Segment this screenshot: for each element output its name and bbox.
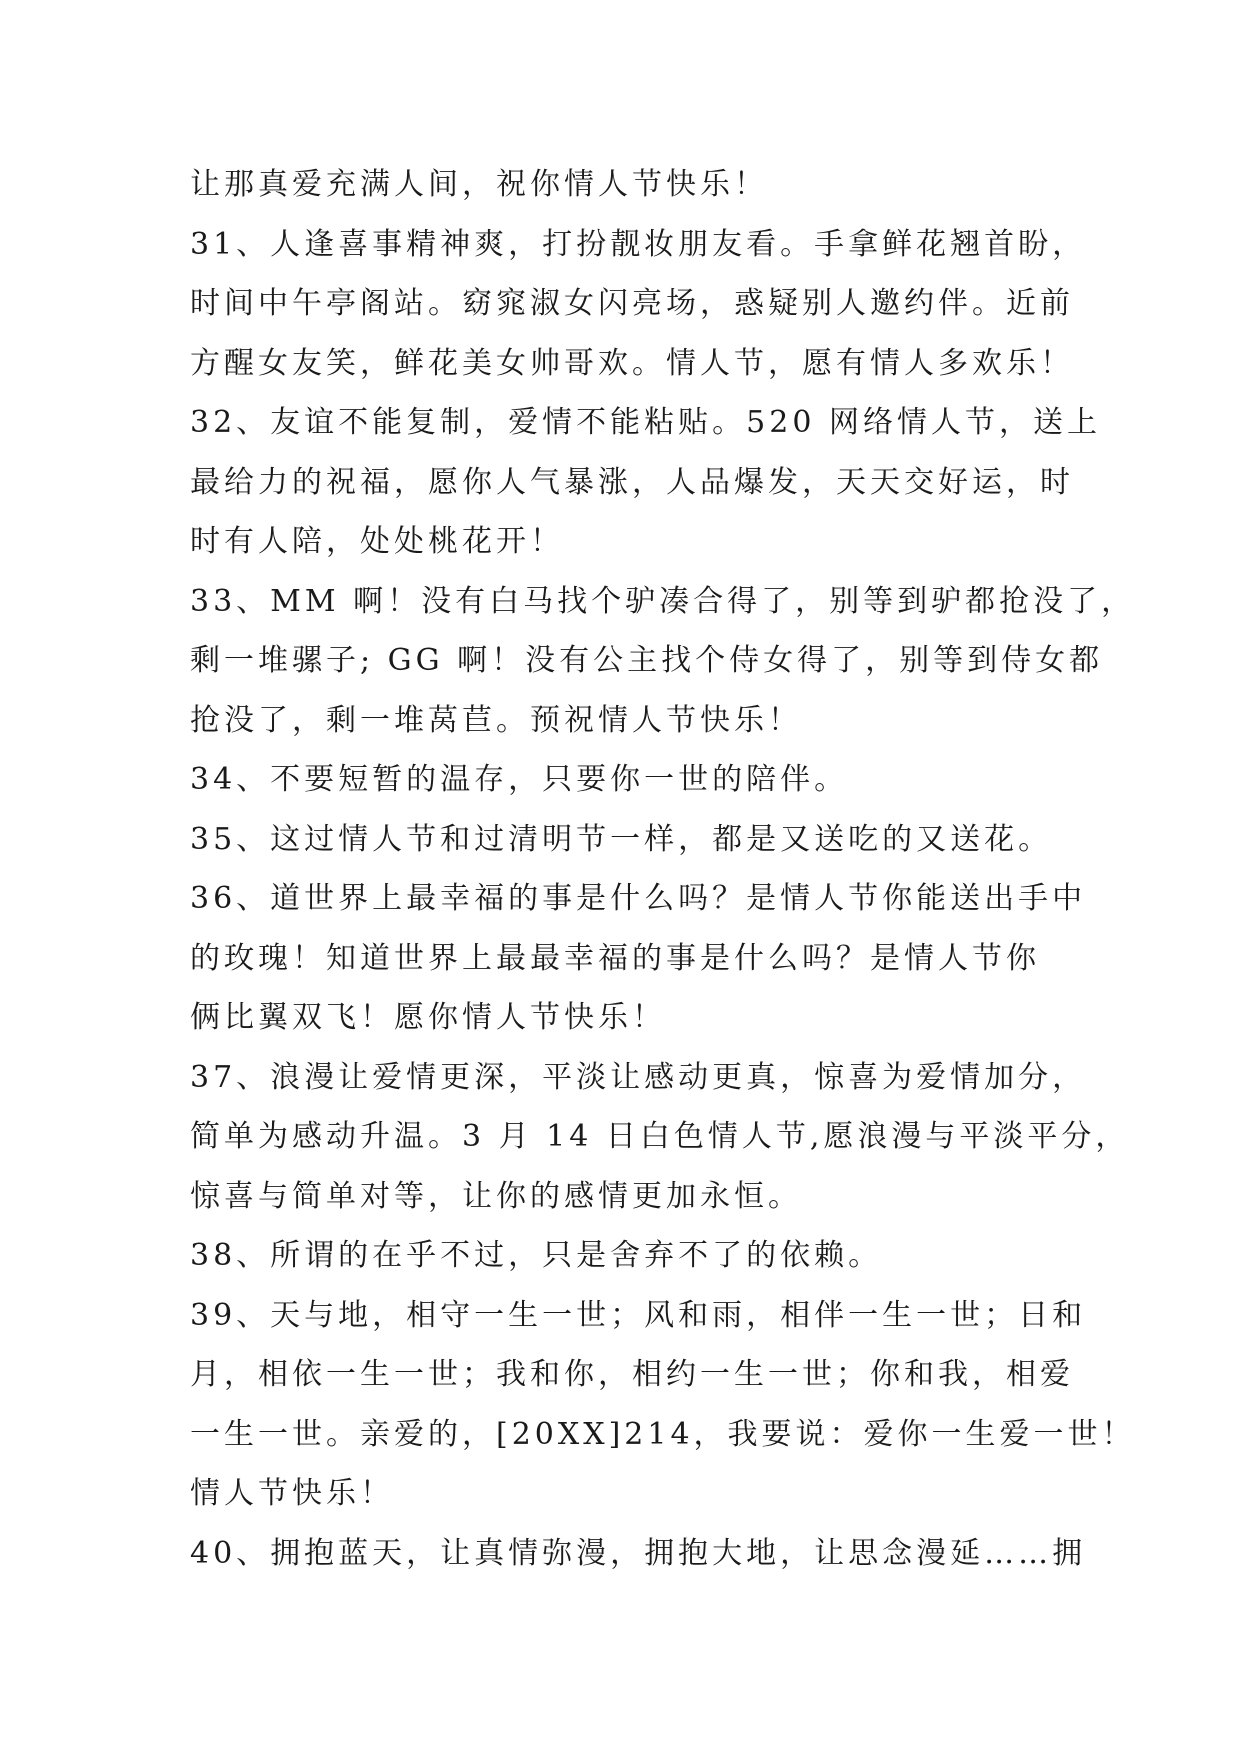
text-line: 31、人逢喜事精神爽，打扮靓妆朋友看。手拿鲜花翘首盼， [190,226,1087,262]
text-line: 35、这过情人节和过清明节一样，都是又送吃的又送花。 [190,821,1053,857]
text-line: 时间中午亭阁站。窈窕淑女闪亮场，惑疑别人邀约伴。近前 [190,286,1074,321]
text-line: 39、天与地，相守一生一世；风和雨，相伴一生一世；日和 [190,1297,1087,1333]
text-line: 38、所谓的在乎不过，只是舍弃不了的依赖。 [190,1238,883,1273]
document-body [190,155,1136,1583]
text-line: 34、不要短暂的温存，只要你一世的陪伴。 [190,762,849,797]
text-line: 37、浪漫让爱情更深，平淡让感动更真，惊喜为爱情加分， [190,1059,1087,1095]
text-line: 让那真爱充满人间，祝你情人节快乐！ [190,167,768,202]
text-line: 一生一世。亲爱的，[20XX]214，我要说：爱你一生爱一世！ [190,1416,1136,1452]
text-line: 最给力的祝福，愿你人气暴涨，人品爆发，天天交好运，时 [190,464,1074,500]
text-line: 简单为感动升温。3 月 14 日白色情人节,愿浪漫与平淡平分， [190,1119,1130,1154]
text-line: 惊喜与简单对等，让你的感情更加永恒。 [190,1178,802,1214]
text-line: 月，相依一生一世；我和你，相约一生一世；你和我，相爱 [190,1357,1074,1392]
text-line: 33、MM 啊！没有白马找个驴凑合得了，别等到驴都抢没了， [190,583,1136,619]
text-line: 情人节快乐！ [190,1476,394,1511]
text-line: 抢没了，剩一堆莴苣。预祝情人节快乐！ [190,702,802,738]
text-line: 剩一堆骡子; GG 啊！没有公主找个侍女得了，别等到侍女都 [190,643,1104,678]
text-line: 俩比翼双飞！愿你情人节快乐！ [190,1000,666,1035]
text-line: 时有人陪，处处桃花开！ [190,524,564,559]
text-line: 32、友谊不能复制，爱情不能粘贴。520 网络情人节，送上 [190,405,1101,440]
text-line: 的玫瑰！知道世界上最最幸福的事是什么吗？是情人节你 [190,940,1040,976]
text-line: 36、道世界上最幸福的事是什么吗？是情人节你能送出手中 [190,881,1087,916]
text-line: 方醒女友笑，鲜花美女帅哥欢。情人节，愿有情人多欢乐！ [190,345,1074,381]
text-line: 40、拥抱蓝天，让真情弥漫，拥抱大地，让思念漫延……拥 [190,1535,1087,1571]
